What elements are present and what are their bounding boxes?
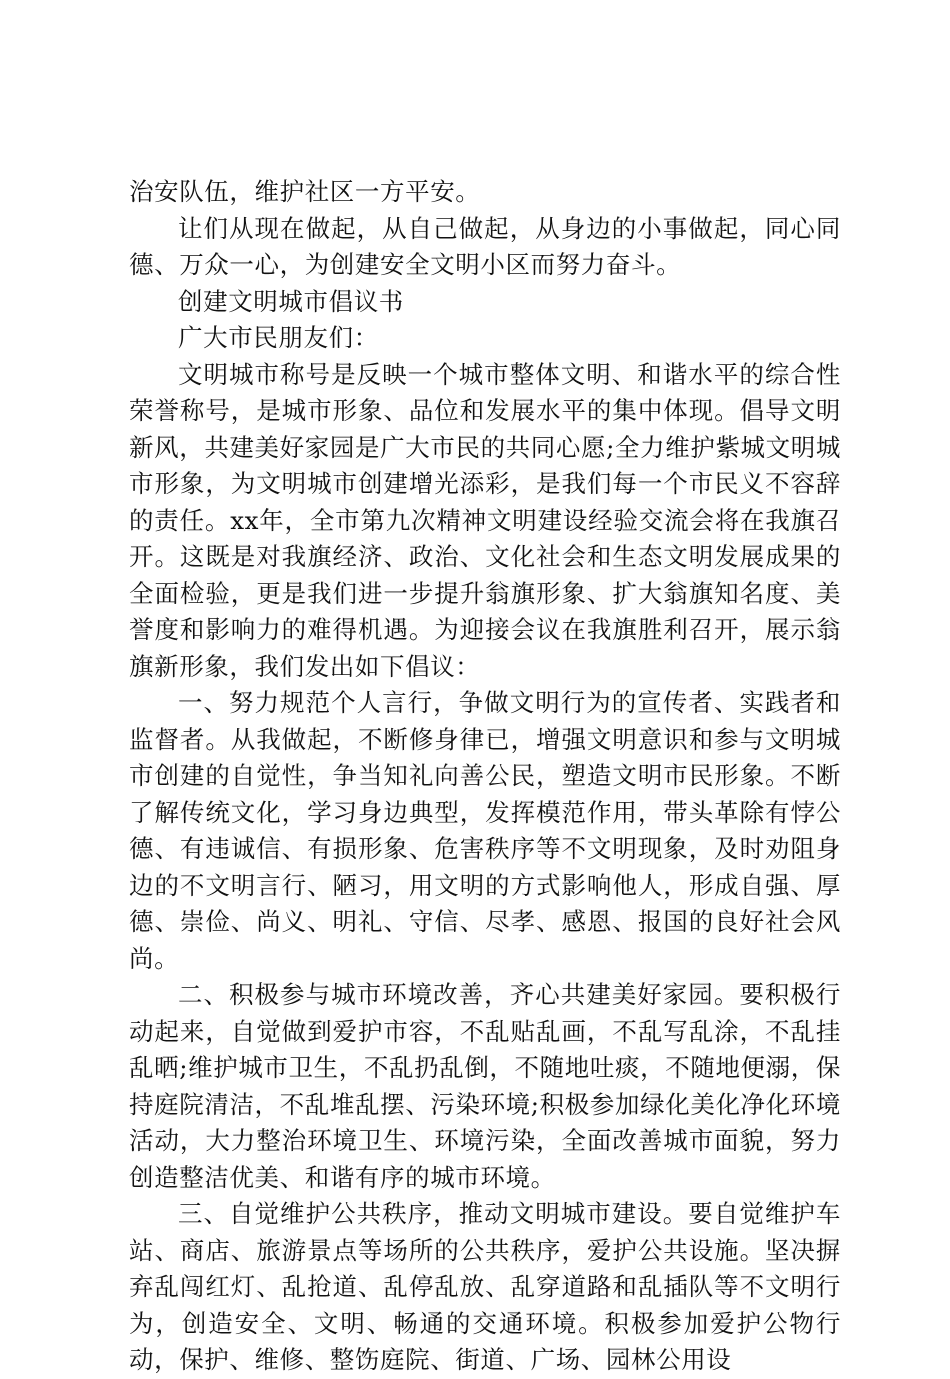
paragraph-continuation: 治安队伍，维护社区一方平安。 [129, 177, 481, 206]
paragraph-point-2: 二、积极参与城市环境改善，齐心共建美好家园。要积极行动起来，自觉做到爱护市容，不乱贴乱画，不乱写乱涂，不乱挂乱晒;维护城市卫生，不乱扔乱倒，不随地吐痰，不随地便溺，保持庭院清洁，不乱堆乱摆、污染环境;积极参加绿化美化净化环境活动，大力整治环境卫生、环境污染，全面改善城市面貌，努力创造整洁优美、和谐有序的城市环境。 [129, 980, 841, 1192]
paragraph-point-1: 一、努力规范个人言行，争做文明行为的宣传者、实践者和监督者。从我做起，不断修身律已，增强文明意识和参与文明城市创建的自觉性，争当知礼向善公民，塑造文明市民形象。不断了解传统文化，学习身边典型，发挥模范作用，带头革除有悖公德、有违诚信、有损形象、危害秩序等不文明现象，及时劝阻身边的不文明言行、陋习，用文明的方式影响他人，形成自强、厚德、崇俭、尚义、明礼、守信、尽孝、感恩、报国的良好社会风尚。 [129, 688, 841, 973]
salutation: 广大市民朋友们： [178, 323, 379, 352]
document-heading: 创建文明城市倡议书 [178, 286, 404, 316]
paragraph-call-to-action: 让们从现在做起，从自己做起，从身边的小事做起，同心同德、万众一心，为创建安全文明小区而努力奋斗。 [129, 213, 841, 279]
paragraph-point-3: 三、自觉维护公共秩序，推动文明城市建设。要自觉维护车站、商店、旅游景点等场所的公共秩序，爱护公共设施。坚决摒弃乱闯红灯、乱抢道、乱停乱放、乱穿道路和乱插队等不文明行为，创造安全、文明、畅通的交通环境。积极参加爱护公物行动，保护、维修、整饬庭院、街道、广场、园林公用设 [129, 1199, 841, 1374]
paragraph-intro: 文明城市称号是反映一个城市整体文明、和谐水平的综合性荣誉称号，是城市形象、品位和发展水平的集中体现。倡导文明新风，共建美好家园是广大市民的共同心愿;全力维护紫城文明城市形象，为文明城市创建增光添彩，是我们每一个市民义不容辞的责任。xx年，全市第九次精神文明建设经验交流会将在我旗召开。这既是对我旗经济、政治、文化社会和生态文明发展成果的全面检验，更是我们进一步提升翁旗形象、扩大翁旗知名度、美誉度和影响力的难得机遇。为迎接会议在我旗胜利召开，展示翁旗新形象，我们发出如下倡议： [129, 359, 841, 681]
document-body [129, 174, 841, 1379]
